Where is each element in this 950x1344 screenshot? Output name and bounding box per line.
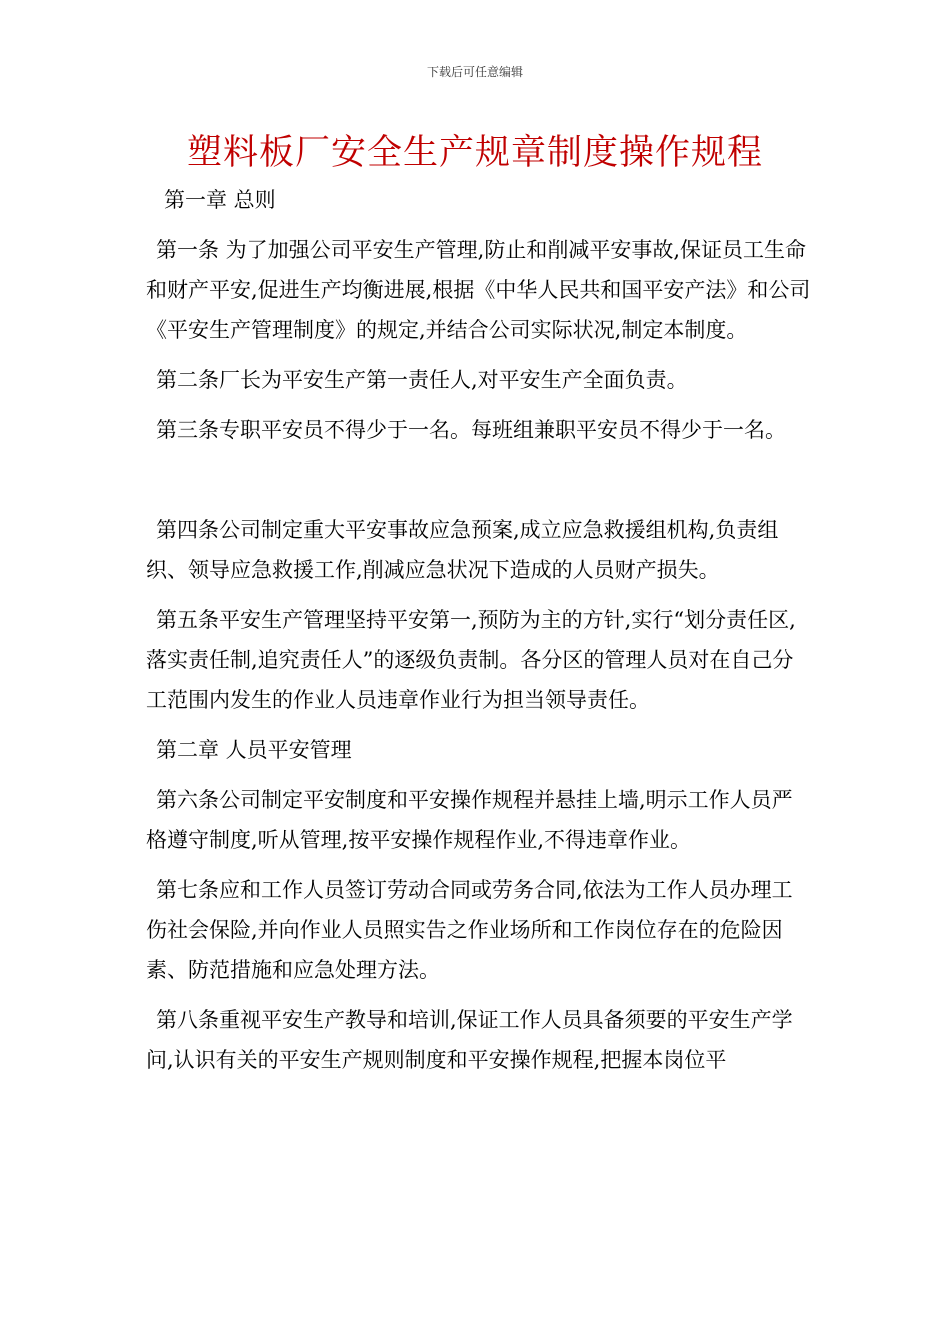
header-note: 下载后可任意编辑	[426, 65, 523, 79]
article-6: 第六条公司制定平安制度和平安操作规程并悬挂上墙,明示工作人员严格遵守制度,听从管理,按平安操作规程作业,不得违章作业。	[146, 788, 793, 852]
article-2: 第二条厂长为平安生产第一责任人,对平安生产全面负责。	[156, 368, 688, 392]
article-8: 第八条重视平安生产教导和培训,保证工作人员具备须要的平安生产学问,认识有关的平安生产规则制度和平安操作规程,把握本岗位平	[146, 1008, 793, 1072]
article-1: 第一条 为了加强公司平安生产管理,防止和削减平安事故,保证员工生命和财产平安,促进生产均衡进展,根据《中华人民共和国平安产法》和公司《平安生产管理制度》的规定,并结合公司实际状况,制定本制度。	[146, 238, 811, 342]
article-7: 第七条应和工作人员签订劳动合同或劳务合同,依法为工作人员办理工伤社会保险,并向作业人员照实告之作业场所和工作岗位存在的危险因素、防范措施和应急处理方法。	[146, 878, 793, 982]
document-title: 塑料板厂安全生产规章制度操作规程	[186, 133, 763, 173]
article-5: 第五条平安生产管理坚持平安第一,预防为主的方针,实行“划分责任区,落实责任制,追究责任人”的逐级负责制。各分区的管理人员对在自己分工范围内发生的作业人员违章作业行为担当领导责任。	[146, 608, 796, 712]
article-4: 第四条公司制定重大平安事故应急预案,成立应急救援组机构,负责组织、领导应急救援工作,削减应急状况下造成的人员财产损失。	[146, 518, 779, 582]
document-body	[146, 180, 812, 1080]
article-3: 第三条专职平安员不得少于一名。每班组兼职平安员不得少于一名。	[156, 418, 786, 442]
chapter-1-heading: 第一章 总则	[164, 188, 276, 212]
chapter-2-heading: 第二章 人员平安管理	[156, 738, 352, 762]
